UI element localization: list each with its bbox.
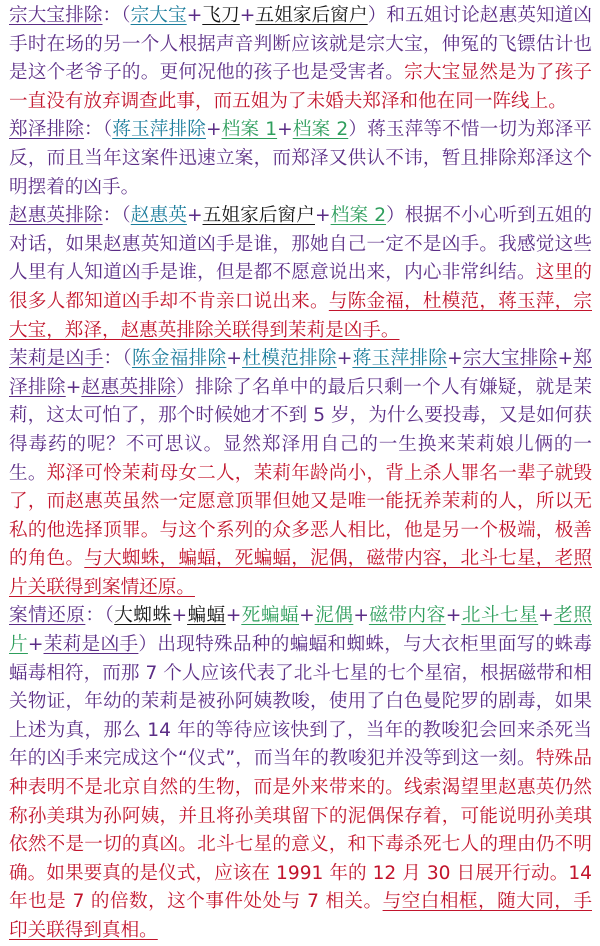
clue-link[interactable]: 飞刀 bbox=[202, 5, 240, 26]
section-heading[interactable]: 茉莉是凶手 bbox=[9, 348, 104, 370]
text-segment: ）排除了名单中的最后只剩一个人有嫌疑，就是茉莉，这太可怕了，那个时候她才不到 5 岁，为什么要投毒，又是如何获得毒药的呢？不可思议。显然郑泽用自己的一生换来茉莉娘儿俩的一生。 bbox=[9, 376, 592, 484]
highlighted-text: 这里的很多人都知道凶手却不肯亲口说出来。 bbox=[9, 262, 592, 312]
clue-link[interactable]: 五姐家后窗户 bbox=[202, 205, 315, 227]
section-heading[interactable]: 赵惠英排除 bbox=[9, 205, 103, 227]
section-zong-dabao-excluded bbox=[9, 2, 592, 116]
clue-link[interactable]: 大蜘蛛 bbox=[114, 605, 172, 627]
clue-link[interactable]: 死蝙蝠 bbox=[241, 605, 300, 627]
text-segment: ：（ bbox=[102, 5, 131, 26]
section-heading[interactable]: 郑泽排除 bbox=[9, 119, 84, 141]
section-moli-is-killer bbox=[9, 345, 592, 602]
highlighted-text: 宗大宝显然是为了孩子一直没有放弃调查此事，而五姐为了未婚夫郑泽和他在同一阵线上。 bbox=[9, 62, 592, 112]
text-segment: + bbox=[186, 5, 203, 26]
text-segment: + bbox=[277, 119, 293, 141]
text-segment: + bbox=[171, 605, 188, 627]
clue-link[interactable]: 老照片 bbox=[9, 605, 592, 656]
text-segment: ：（ bbox=[103, 348, 132, 370]
text-segment: ）出现特殊品种的蝙蝠和蜘蛛，与大衣柜里面写的蛛毒蝠毒相符，而那 7 个人应该代表了北斗七星的七个星宿，根据磁带和相关物证，年幼的茉莉是被孙阿姨教唆，使用了白色曼陀罗的剧毒，如果上述为真，那么 14 年的等待应该快到了，当年的教唆犯会回来杀死当年的凶手来完成这个“仪式”，而当年的教唆犯并没等到这一刻。 bbox=[9, 634, 592, 770]
text-segment: + bbox=[65, 376, 82, 398]
text-segment: + bbox=[205, 119, 222, 141]
conclusion-link[interactable]: 与空白相框，随大同，手印关联得到真相。 bbox=[9, 891, 592, 941]
clue-link[interactable]: 赵惠英排除 bbox=[81, 376, 177, 398]
text-segment: + bbox=[225, 605, 242, 627]
clue-link[interactable]: 蝙蝠 bbox=[187, 605, 226, 627]
text-segment: + bbox=[447, 348, 463, 370]
text-segment: + bbox=[299, 605, 315, 627]
text-segment: ）蒋玉萍等不惜一切为郑泽平反，而且当年这案件迅速立案，而郑泽又供认不讳，暂且排除郑泽这个明摆着的凶手。 bbox=[9, 119, 592, 198]
section-case-reconstruction bbox=[9, 602, 592, 945]
text-segment: ：（ bbox=[85, 605, 115, 627]
section-zheng-ze-excluded bbox=[9, 116, 592, 202]
highlighted-text: 特殊品种表明不是北京自然的生物，而是外来带来的。线索渴望里赵惠英仍然称孙美琪为孙阿姨，并且将孙美琪留下的泥偶保存着，可能说明孙美琪依然不是一切的真凶。北斗七星的意义，和下毒杀死七人的理由仍不明确。如果要真的是仪式，应该在 1991 年的 12 月 30 日展开行动。14 年也是 7 的倍数，这个事件处处与 7 相关。 bbox=[9, 748, 592, 913]
clue-link[interactable]: 蒋玉萍排除 bbox=[112, 119, 206, 141]
clue-link[interactable]: 泥偶 bbox=[314, 605, 354, 627]
text-segment: + bbox=[336, 348, 353, 370]
conclusion-link[interactable]: 与陈金福，杜模范，蒋玉萍，宗大宝，郑泽，赵惠英排除关联得到茉莉是凶手。 bbox=[9, 290, 592, 341]
text-segment: ）根据不小心听到五姐的对话，如果赵惠英知道凶手是谁，那她自己一定不是凶手。我感觉这些人里有人知道凶手是谁，但是都不愿意说出来，内心非常纠结。 bbox=[9, 205, 592, 284]
clue-link[interactable]: 赵惠英 bbox=[130, 205, 187, 227]
text-segment: ：（ bbox=[84, 119, 113, 141]
clue-link[interactable]: 磁带内容 bbox=[368, 605, 446, 627]
section-heading[interactable]: 宗大宝排除 bbox=[9, 5, 103, 26]
text-segment: + bbox=[353, 605, 369, 627]
clue-link[interactable]: 宗大宝排除 bbox=[462, 348, 558, 370]
text-segment: + bbox=[239, 5, 256, 26]
clue-link[interactable]: 陈金福排除 bbox=[131, 348, 227, 370]
section-heading[interactable]: 案情还原 bbox=[9, 605, 86, 627]
text-segment: + bbox=[538, 605, 554, 627]
text-segment: ：（ bbox=[102, 205, 131, 227]
clue-link[interactable]: 郑泽排除 bbox=[9, 348, 592, 398]
text-segment: ）和五姐讨论赵惠英知道凶手时在场的另一个人根据声音判断应该就是宗大宝，伸冤的飞镖估计也是这个老爷子的。更何况他的孩子也是受害者。 bbox=[9, 5, 592, 84]
clue-link[interactable]: 茉莉是凶手 bbox=[43, 634, 139, 656]
clue-link[interactable]: 宗大宝 bbox=[130, 5, 187, 26]
clue-link[interactable]: 北斗七星 bbox=[461, 605, 539, 627]
text-segment: + bbox=[315, 205, 331, 227]
clue-link[interactable]: 档案 2 bbox=[330, 205, 387, 227]
clue-link[interactable]: 杜模范排除 bbox=[242, 348, 337, 370]
conclusion-link[interactable]: 与大蜘蛛，蝙蝠，死蝙蝠，泥偶，磁带内容，北斗七星，老照片关联得到案情还原。 bbox=[9, 548, 592, 598]
clue-link[interactable]: 五姐家后窗户 bbox=[255, 5, 368, 26]
clue-link[interactable]: 档案 2 bbox=[292, 119, 349, 141]
clue-link[interactable]: 档案 1 bbox=[221, 119, 278, 141]
text-segment: + bbox=[226, 348, 243, 370]
text-segment: + bbox=[186, 205, 203, 227]
section-zhao-huiying-excluded bbox=[9, 202, 592, 345]
text-segment: + bbox=[557, 348, 574, 370]
highlighted-text: 郑泽可怜茉莉母女二人，茉莉年龄尚小，背上杀人罪名一辈子就毁了，而赵惠英虽然一定愿意顶罪但她又是唯一能抚养茉莉的人，所以无私的他选择顶罪。与这个系列的众多恶人相比，他是另一个极端，极善的角色。 bbox=[9, 462, 592, 570]
text-segment: + bbox=[27, 634, 44, 656]
text-segment: + bbox=[445, 605, 462, 627]
clue-link[interactable]: 蒋玉萍排除 bbox=[352, 348, 448, 370]
